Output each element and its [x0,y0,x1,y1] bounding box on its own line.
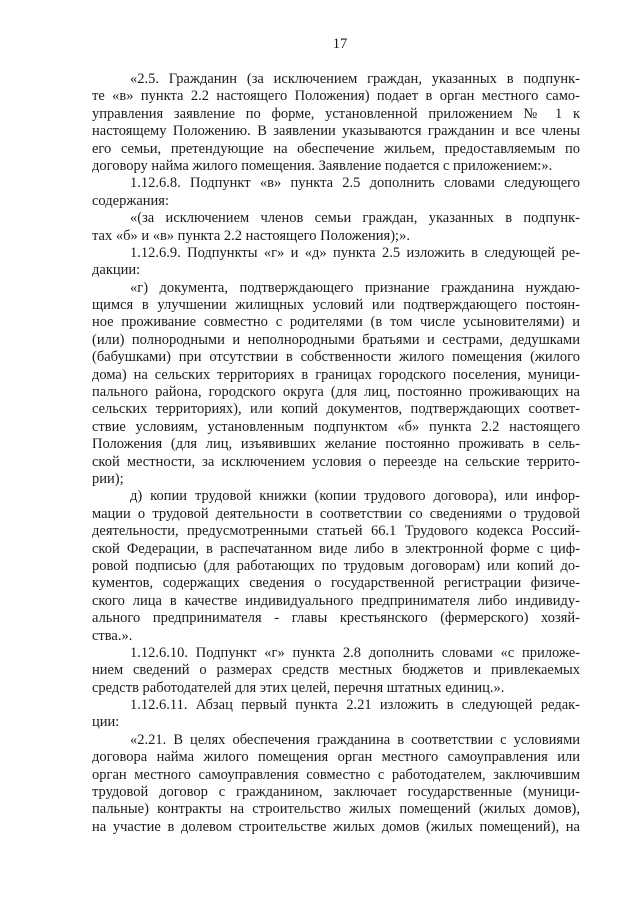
text-line: щимся в улучшении жилищных условий или подтверждающего постоян- [92,297,580,314]
text-line: кументов, содержащих сведения о государственной регистрации физиче- [92,575,580,592]
paragraph-2-5-text [92,71,580,175]
text-line: на участие в долевом строительстве жилых домов (жилых помещений), на [92,818,580,835]
text-line: управления заявление по форме, установленной приложением № 1 к [92,105,580,122]
text-line: дакции: [92,262,141,279]
text-line: (или) полнородными и неполнородными братьями и сестрами, дедушками [92,331,580,348]
text-line: ции: [92,714,120,731]
text-line: пальные) контракты на строительство жилых помещений (жилых домов), [92,801,580,818]
text-line: его семьи, претендующие на обеспечение жильем, предоставляемым по [92,140,580,157]
text-line: «2.21. В целях обеспечения гражданина в соответствии с условиями [130,731,580,748]
text-line: 1.12.6.8. Подпункт «в» пункта 2.5 дополнить словами следующего [130,175,580,192]
text-line: «(за исключением членов семьи граждан, указанных в подпунк- [130,210,580,227]
text-line: договору найма жилого помещения. Заявление подается с приложением:». [92,157,553,174]
text-line: д) копии трудовой книжки (копии трудового договора), или инфор- [130,488,580,505]
paragraph-1-12-6-9 [92,245,580,280]
text-line: договора найма жилого помещения орган местного самоуправления или [92,749,580,766]
paragraph-1-12-6-10 [92,645,580,697]
paragraph-subitem-d [92,488,580,645]
text-line: сельских территориях), или копий документов, подтверждающих соответ- [92,401,580,418]
text-line: «2.5. Гражданин (за исключением граждан, указанных в подпунк- [130,71,580,87]
text-line: пального района, городского округа (для лиц, постоянно проживающих на [92,384,580,401]
text-line: 1.12.6.11. Абзац первый пункта 2.21 изложить в следующей редак- [130,697,580,714]
text-line: ской местности, за исключением условия о переезде на сельские террито- [92,453,580,470]
document-body [92,71,580,836]
text-line: тах «б» и «в» пункта 2.2 настоящего Положения);». [92,227,410,244]
text-line: содержания: [92,192,170,209]
text-line: нием сведений о размерах средств местных бюджетов и привлекаемых [92,662,580,679]
text-line: ского лица в качестве индивидуального предпринимателя либо индивиду- [92,592,580,609]
text-line: 1.12.6.10. Подпункт «г» пункта 2.8 дополнить словами «с приложе- [130,644,580,661]
text-line: настоящему Положению. В заявлении указываются гражданин и все члены [92,123,580,140]
text-line: дома) на сельских территориях в границах городского поселения, муници- [92,366,580,383]
text-line: трудовой договор с гражданином, заключает государственные (муници- [92,784,580,801]
text-line: (бабушками) при отсутствии в собственности жилого помещения (жилого [92,349,580,366]
text-line: ства.». [92,627,133,644]
paragraph-subitem-g [92,280,580,489]
text-line: ное проживание совместно с родителями (в том числе усыновителями) и [92,314,580,331]
text-line: рии); [92,470,124,487]
text-line: «г) документа, подтверждающего признание гражданина нуждаю- [130,279,580,296]
text-line: те «в» пункта 2.2 настоящего Положения) подает в орган местного само- [92,88,580,105]
text-line: ствие условиям, установленным подпунктом «б» пункта 2.2 настоящего [92,418,580,435]
text-line: ровой подписью (для работающих по трудовым договорам) или копий до- [92,557,580,574]
paragraph-1-12-6-11 [92,697,580,732]
text-line: 1.12.6.9. Подпункты «г» и «д» пункта 2.5 изложить в следующей ре- [130,244,580,261]
text-line: ской Федерации, в распечатанном виде либо в электронной форме с циф- [92,540,580,557]
text-line: орган местного самоуправления совместно с работодателем, заключившим [92,766,580,783]
page-number: 17 [332,36,348,52]
text-line: средств работодателей для этих целей, перечня штатных единиц.». [92,679,505,696]
paragraph-insertion-quote [92,210,580,245]
text-line: ального предпринимателя - главы крестьянского (фермерского) хозяй- [92,610,580,627]
paragraph-2-21-text [92,732,580,836]
text-line: деятельности, предусмотренными статьей 66.1 Трудового кодекса Россий- [92,523,580,540]
text-line: мации о трудовой деятельности в соответствии со сведениями о трудовой [92,505,580,522]
text-line: Положения (для лиц, изъявивших желание постоянно проживать в сель- [92,436,580,453]
paragraph-1-12-6-8 [92,175,580,210]
